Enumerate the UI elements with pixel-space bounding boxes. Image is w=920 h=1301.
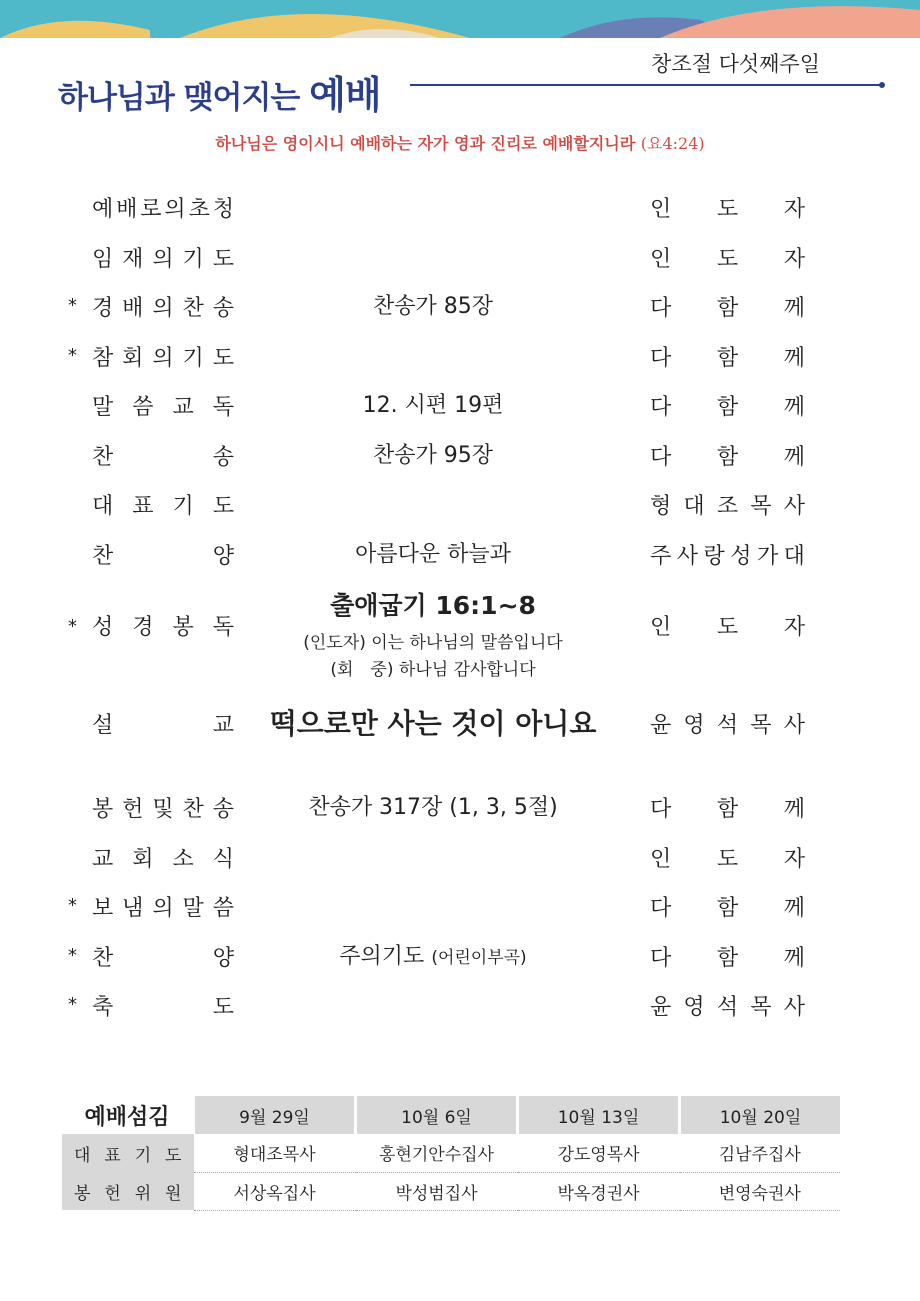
roster-cell: 홍현기안수집사 bbox=[356, 1134, 518, 1172]
order-title-char: 예 bbox=[92, 197, 114, 222]
order-title bbox=[92, 792, 234, 823]
order-title-char: 기 bbox=[182, 345, 204, 371]
order-title bbox=[92, 341, 234, 372]
order-title bbox=[92, 390, 234, 421]
order-item bbox=[68, 481, 818, 531]
order-leader-char: 다 bbox=[650, 945, 672, 971]
order-detail-text: 아름다운 하늘과 bbox=[355, 541, 511, 567]
order-title-char: 말 bbox=[182, 896, 204, 921]
order-title-char: 양 bbox=[212, 945, 234, 971]
order-title-char: 양 bbox=[212, 543, 234, 569]
order-title-char: 재 bbox=[122, 246, 144, 272]
worship-order bbox=[68, 184, 818, 1032]
order-title-char: 헌 bbox=[122, 797, 144, 822]
order-title-char: 및 bbox=[152, 797, 174, 822]
order-leader-char: 윤 bbox=[650, 995, 672, 1020]
order-leader-char: 랑 bbox=[703, 543, 725, 569]
standing-mark: * bbox=[68, 295, 77, 316]
sunday-label: 창조절 다섯째주일 bbox=[651, 52, 820, 76]
divider-dot bbox=[879, 82, 885, 88]
order-leader bbox=[650, 291, 805, 322]
order-title-char: 소 bbox=[172, 846, 194, 872]
standing-mark: * bbox=[68, 616, 77, 637]
order-detail bbox=[238, 939, 628, 970]
header-divider bbox=[410, 84, 882, 86]
order-title bbox=[92, 610, 234, 641]
order-title-char: 씀 bbox=[212, 896, 234, 921]
order-leader-char: 도 bbox=[716, 246, 739, 272]
order-title bbox=[92, 539, 234, 570]
order-detail-text: 찬송가 95장 bbox=[373, 442, 493, 468]
standing-mark: * bbox=[68, 344, 77, 366]
scripture-response: (인도자) 이는 하나님의 말씀입니다 bbox=[303, 633, 563, 653]
order-leader-char: 목 bbox=[750, 995, 772, 1020]
order-title-char: 설 bbox=[92, 713, 114, 738]
order-item-sermon bbox=[68, 678, 818, 784]
service-roster bbox=[62, 1096, 840, 1211]
roster-cell: 서상옥집사 bbox=[194, 1172, 356, 1210]
order-detail-text: 찬송가 317장 (1, 3, 5절) bbox=[308, 795, 558, 820]
order-item bbox=[68, 382, 818, 432]
roster-cell: 박성범집사 bbox=[356, 1172, 518, 1210]
order-title-char: 기 bbox=[172, 494, 194, 519]
order-title-char: 기 bbox=[182, 246, 204, 272]
order-leader-char: 영 bbox=[683, 995, 705, 1020]
roster-heading: 예배섬김 bbox=[84, 1104, 170, 1130]
order-leader-char: 조 bbox=[716, 494, 739, 519]
order-title-char: 냄 bbox=[122, 896, 144, 921]
order-title-char: 대 bbox=[92, 494, 114, 519]
order-item bbox=[68, 184, 818, 234]
order-title-char: 의 bbox=[152, 896, 174, 921]
order-leader bbox=[650, 390, 805, 421]
order-leader-char: 목 bbox=[750, 713, 772, 738]
order-leader-char: 께 bbox=[783, 296, 805, 321]
order-leader-char: 다 bbox=[650, 797, 672, 822]
order-detail-note: (어린이부곡) bbox=[431, 947, 527, 968]
order-leader-char: 석 bbox=[716, 995, 739, 1020]
order-leader bbox=[650, 192, 805, 223]
roster-row-label: 봉 헌 위 원 bbox=[62, 1172, 194, 1210]
order-leader-char: 다 bbox=[650, 296, 672, 321]
order-leader bbox=[650, 891, 805, 922]
order-title-char: 독 bbox=[212, 395, 234, 420]
order-leader-char: 목 bbox=[750, 494, 772, 519]
order-title-char: 청 bbox=[212, 197, 234, 222]
order-item bbox=[68, 333, 818, 383]
order-leader-char: 인 bbox=[650, 615, 672, 640]
order-leader-char: 대 bbox=[783, 543, 805, 569]
order-title-char: 찬 bbox=[182, 296, 204, 321]
order-title-char: 배 bbox=[116, 197, 138, 222]
order-leader bbox=[650, 440, 805, 471]
order-title-char: 송 bbox=[212, 797, 234, 822]
page-title: 하나님과 맺어지는 예배 bbox=[58, 73, 381, 117]
standing-mark: * bbox=[68, 994, 77, 1015]
order-leader-char: 가 bbox=[756, 543, 779, 569]
order-leader bbox=[650, 341, 805, 372]
order-detail-text: 12. 시편 19편 bbox=[362, 393, 504, 418]
order-leader-char: 인 bbox=[650, 197, 672, 222]
roster-cell: 강도영목사 bbox=[518, 1134, 680, 1172]
order-leader bbox=[650, 539, 805, 570]
order-leader-char: 인 bbox=[650, 246, 672, 272]
order-title-char: 교 bbox=[92, 846, 114, 872]
order-leader-char: 다 bbox=[650, 345, 672, 371]
order-title-char: 표 bbox=[132, 494, 154, 519]
order-leader-char: 자 bbox=[783, 615, 805, 640]
order-title bbox=[92, 941, 234, 972]
order-item bbox=[68, 933, 818, 983]
order-title-char: 씀 bbox=[132, 395, 154, 420]
order-title-char: 식 bbox=[212, 846, 234, 872]
roster-date: 10월 20일 bbox=[680, 1096, 841, 1134]
order-title bbox=[92, 440, 234, 471]
order-leader-char: 함 bbox=[716, 296, 739, 321]
order-title-char: 도 bbox=[212, 995, 234, 1020]
order-title-char: 의 bbox=[152, 246, 174, 272]
order-leader-char: 도 bbox=[716, 197, 739, 222]
order-item bbox=[68, 883, 818, 933]
roster-cell: 형대조목사 bbox=[194, 1134, 356, 1172]
order-leader-char: 함 bbox=[716, 395, 739, 420]
order-item bbox=[68, 834, 818, 884]
order-item bbox=[68, 234, 818, 284]
order-title-char: 경 bbox=[92, 296, 114, 321]
order-title-char: 도 bbox=[212, 494, 234, 519]
order-leader bbox=[650, 489, 805, 520]
order-leader-char: 윤 bbox=[650, 713, 672, 738]
order-leader-char: 대 bbox=[683, 494, 705, 519]
order-leader bbox=[650, 242, 805, 273]
roster-date: 10월 6일 bbox=[356, 1096, 518, 1134]
order-leader-char: 인 bbox=[650, 846, 672, 872]
order-leader-char: 함 bbox=[716, 896, 739, 921]
order-title bbox=[92, 489, 234, 520]
order-leader-char: 성 bbox=[730, 543, 752, 569]
roster-cell: 박옥경권사 bbox=[518, 1172, 680, 1210]
standing-mark: * bbox=[68, 895, 77, 916]
order-title-char: 찬 bbox=[182, 797, 204, 822]
order-title-char: 로 bbox=[140, 197, 162, 222]
order-detail bbox=[238, 438, 628, 469]
order-leader-char: 영 bbox=[683, 713, 705, 738]
order-title-char: 임 bbox=[92, 246, 114, 272]
standing-mark: * bbox=[68, 944, 77, 966]
order-detail bbox=[238, 790, 628, 821]
order-leader-char: 께 bbox=[783, 945, 805, 971]
order-detail bbox=[238, 537, 628, 568]
order-leader-char: 께 bbox=[783, 797, 805, 822]
order-leader-char: 도 bbox=[716, 615, 739, 640]
order-leader bbox=[650, 792, 805, 823]
scripture-verse: 하나님은 영이시니 예배하는 자가 영과 진리로 예배할지니라 (요4:24) bbox=[215, 134, 705, 153]
order-leader-char: 자 bbox=[783, 246, 805, 272]
order-leader-char: 형 bbox=[650, 494, 672, 519]
order-leader-char: 께 bbox=[783, 896, 805, 921]
order-title-char: 교 bbox=[172, 395, 194, 420]
roster-cell: 변영숙권사 bbox=[680, 1172, 841, 1210]
order-leader bbox=[650, 708, 805, 739]
order-detail-text: 찬송가 85장 bbox=[373, 294, 493, 319]
decorative-banner bbox=[0, 0, 920, 38]
order-leader-char: 다 bbox=[650, 395, 672, 420]
order-leader-char: 께 bbox=[783, 444, 805, 470]
order-leader-char: 께 bbox=[783, 395, 805, 420]
order-title-char: 회 bbox=[122, 345, 144, 371]
order-item bbox=[68, 283, 818, 333]
order-detail bbox=[238, 388, 628, 419]
roster-date: 10월 13일 bbox=[518, 1096, 680, 1134]
order-title-char: 경 bbox=[132, 615, 154, 640]
order-leader-char: 께 bbox=[783, 345, 805, 371]
order-leader-char: 사 bbox=[783, 995, 805, 1020]
order-title-char: 찬 bbox=[92, 945, 114, 971]
order-title-char: 초 bbox=[188, 197, 210, 222]
order-title-char: 찬 bbox=[92, 444, 114, 470]
order-leader-char: 주 bbox=[650, 543, 672, 569]
order-leader-char: 자 bbox=[783, 846, 805, 872]
order-leader-char: 함 bbox=[716, 945, 739, 971]
order-title-char: 송 bbox=[212, 296, 234, 321]
order-leader-char: 사 bbox=[783, 713, 805, 738]
order-title-char: 회 bbox=[132, 846, 154, 872]
order-leader bbox=[650, 941, 805, 972]
scripture-book: 출애굽기 16:1~8 bbox=[330, 591, 536, 620]
order-title-char: 배 bbox=[122, 296, 144, 321]
order-leader-char: 다 bbox=[650, 896, 672, 921]
order-title bbox=[92, 242, 234, 273]
order-leader-char: 도 bbox=[716, 846, 739, 872]
order-leader bbox=[650, 842, 805, 873]
order-title-char: 봉 bbox=[172, 615, 194, 640]
order-title bbox=[92, 891, 234, 922]
order-title-char: 도 bbox=[212, 246, 234, 272]
sermon-title: 떡으로만 사는 것이 아니요 bbox=[269, 707, 597, 740]
order-title-char: 교 bbox=[212, 713, 234, 738]
scripture-detail bbox=[238, 586, 628, 680]
order-title-char: 의 bbox=[164, 197, 186, 222]
order-title bbox=[92, 990, 234, 1021]
order-leader-char: 석 bbox=[716, 713, 739, 738]
order-title bbox=[92, 708, 234, 739]
order-title-char: 봉 bbox=[92, 797, 114, 822]
order-title-char: 보 bbox=[92, 896, 114, 921]
order-title bbox=[92, 842, 234, 873]
order-item bbox=[68, 531, 818, 581]
order-title bbox=[92, 192, 234, 223]
order-item-scripture bbox=[68, 580, 818, 678]
order-item bbox=[68, 982, 818, 1032]
order-title-char: 찬 bbox=[92, 543, 114, 569]
order-leader-char: 함 bbox=[716, 444, 739, 470]
order-title-char: 의 bbox=[152, 345, 174, 371]
scripture-response: (회 중) 하나님 감사합니다 bbox=[330, 660, 536, 680]
order-leader-char: 자 bbox=[783, 197, 805, 222]
order-item bbox=[68, 784, 818, 834]
order-title-char: 축 bbox=[92, 995, 114, 1020]
order-leader-char: 다 bbox=[650, 444, 672, 470]
order-detail-text: 주의기도 bbox=[339, 943, 425, 969]
order-leader bbox=[650, 990, 805, 1021]
order-title bbox=[92, 291, 234, 322]
order-leader-char: 함 bbox=[716, 797, 739, 822]
order-leader-char: 함 bbox=[716, 345, 739, 371]
order-title-char: 도 bbox=[212, 345, 234, 371]
order-title-char: 성 bbox=[92, 615, 114, 640]
order-title-char: 독 bbox=[212, 615, 234, 640]
order-title-char: 말 bbox=[92, 395, 114, 420]
order-title-char: 의 bbox=[152, 296, 174, 321]
order-title-char: 송 bbox=[212, 444, 234, 470]
order-leader-char: 사 bbox=[676, 543, 698, 569]
order-leader bbox=[650, 610, 805, 641]
roster-row-label: 대 표 기 도 bbox=[62, 1134, 194, 1172]
roster-date: 9월 29일 bbox=[194, 1096, 356, 1134]
order-detail bbox=[238, 289, 628, 320]
order-title-char: 참 bbox=[92, 345, 114, 371]
roster-cell: 김남주집사 bbox=[680, 1134, 841, 1172]
order-leader-char: 사 bbox=[783, 494, 805, 519]
order-item bbox=[68, 432, 818, 482]
